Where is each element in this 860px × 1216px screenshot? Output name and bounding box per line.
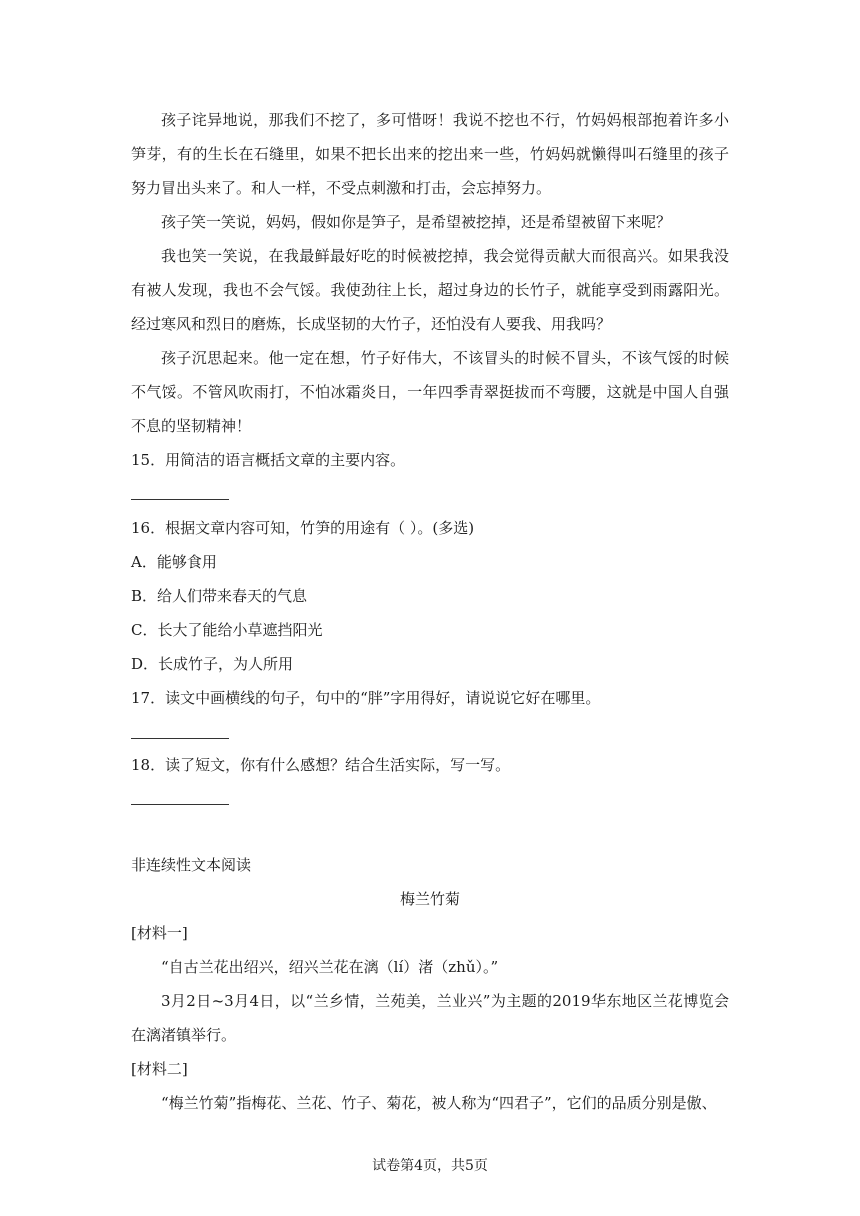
passage-paragraph-1: 孩子诧异地说，那我们不挖了，多可惜呀！我说不挖也不行，竹妈妈根部抱着许多小笋芽，有的生长在石缝里，如果不把长出来的挖出来一些，竹妈妈就懒得叫石缝里的孩子努力冒出头来了。和人一样，不受点刺激和打击，会忘掉努力。 [131, 111, 729, 197]
passage-paragraph-3: 我也笑一笑说，在我最鲜最好吃的时候被挖掉，我会觉得贡献大而很高兴。如果我没有被人发现，我也不会气馁。我使劲往上长，超过身边的长竹子，就能享受到雨露阳光。经过寒风和烈日的磨炼，长成坚韧的大竹子，还怕没有人要我、用我吗？ [131, 247, 729, 333]
material-1-label: [材料一] [131, 924, 188, 942]
question-18: 18．读了短文，你有什么感想？结合生活实际，写一写。 [131, 756, 511, 774]
question-15: 15．用简洁的语言概括文章的主要内容。 [131, 451, 406, 469]
material-1-text: 3月2日~3月4日，以“兰乡情，兰苑美，兰业兴”为主题的2019华东地区兰花博览会在漓渚镇举行。 [131, 992, 729, 1044]
material-2-label: [材料二] [131, 1060, 188, 1078]
material-1-quote: “自古兰花出绍兴，绍兴兰花在漓（lí）渚（zhǔ）。” [161, 958, 499, 976]
option-c: C．长大了能给小草遮挡阳光 [131, 621, 323, 639]
material-2-text: “梅兰竹菊”指梅花、兰花、竹子、菊花，被人称为“四君子”，它们的品质分别是傲、 [161, 1094, 717, 1112]
question-17: 17．读文中画横线的句子，句中的“胖”字用得好，请说说它好在哪里。 [131, 689, 601, 707]
option-d: D．长成竹子，为人所用 [131, 655, 294, 673]
answer-blank-18[interactable] [131, 804, 229, 805]
article-title: 梅兰竹菊 [399, 890, 460, 908]
passage-paragraph-2: 孩子笑一笑说，妈妈，假如你是笋子，是希望被挖掉，还是希望被留下来呢？ [161, 213, 672, 231]
answer-blank-15[interactable] [131, 499, 229, 500]
page-footer: 试卷第4页，共5页 [372, 1158, 488, 1174]
option-b: B．给人们带来春天的气息 [131, 587, 308, 605]
answer-blank-17[interactable] [131, 738, 229, 739]
option-a: A．能够食用 [131, 553, 217, 571]
passage-paragraph-4: 孩子沉思起来。他一定在想，竹子好伟大，不该冒头的时候不冒头，不该气馁的时候不气馁。不管风吹雨打，不怕冰霜炎日，一年四季青翠挺拔而不弯腰，这就是中国人自强不息的坚韧精神！ [131, 349, 729, 435]
section-heading: 非连续性文本阅读 [131, 856, 252, 874]
question-16: 16．根据文章内容可知，竹笋的用途有（ ）。(多选) [131, 519, 475, 537]
